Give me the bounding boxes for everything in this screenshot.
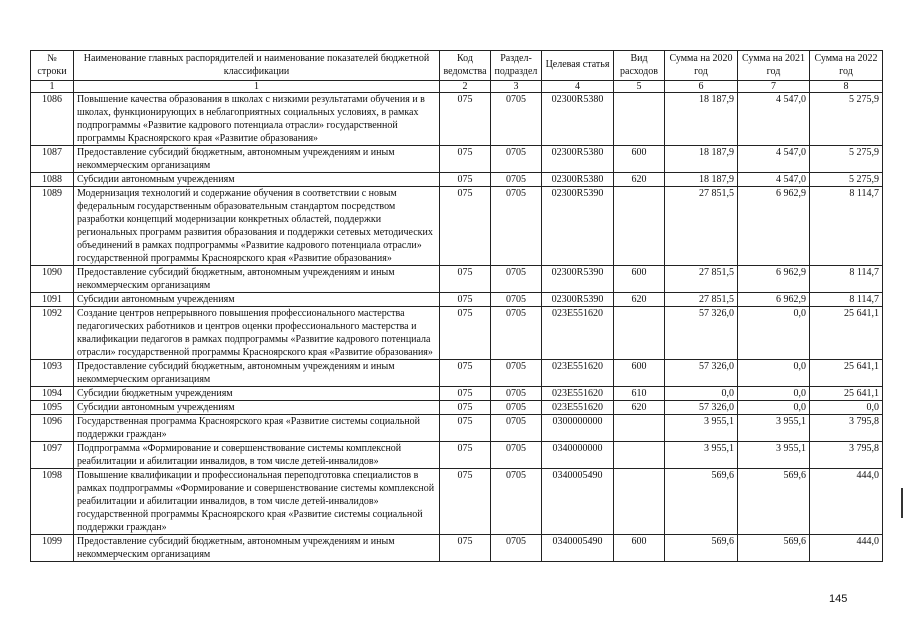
column-number: 2 — [440, 81, 491, 93]
row-sum-2022: 8 114,7 — [810, 266, 883, 293]
table-body — [31, 93, 883, 562]
row-section: 0705 — [491, 535, 542, 562]
row-expense-type — [614, 93, 665, 146]
row-target-item: 023E551620 — [542, 387, 614, 401]
row-department-code: 075 — [440, 266, 491, 293]
row-sum-2022: 25 641,1 — [810, 360, 883, 387]
column-number: 8 — [810, 81, 883, 93]
row-sum-2021: 4 547,0 — [738, 93, 810, 146]
row-expense-type: 620 — [614, 173, 665, 187]
row-expense-type: 600 — [614, 266, 665, 293]
row-sum-2020: 27 851,5 — [665, 187, 738, 266]
row-expense-type: 620 — [614, 293, 665, 307]
row-sum-2021: 0,0 — [738, 401, 810, 415]
table-row — [31, 442, 883, 469]
row-number: 1094 — [31, 387, 74, 401]
row-number: 1098 — [31, 469, 74, 535]
row-sum-2020: 569,6 — [665, 469, 738, 535]
header-department-code: Код ведомства — [440, 51, 491, 81]
row-sum-2022: 444,0 — [810, 535, 883, 562]
row-name: Государственная программа Красноярского края «Развитие системы социальной поддержки граждан» — [74, 415, 440, 442]
column-number-row — [31, 81, 883, 93]
document-page — [30, 50, 882, 562]
row-department-code: 075 — [440, 415, 491, 442]
row-section: 0705 — [491, 307, 542, 360]
row-number: 1096 — [31, 415, 74, 442]
header-sum-2021: Сумма на 2021 год — [738, 51, 810, 81]
row-number: 1093 — [31, 360, 74, 387]
column-number: 4 — [542, 81, 614, 93]
row-sum-2020: 18 187,9 — [665, 146, 738, 173]
row-sum-2020: 18 187,9 — [665, 93, 738, 146]
row-target-item: 0300000000 — [542, 415, 614, 442]
row-sum-2020: 57 326,0 — [665, 401, 738, 415]
row-section: 0705 — [491, 387, 542, 401]
row-sum-2021: 6 962,9 — [738, 293, 810, 307]
row-sum-2021: 3 955,1 — [738, 442, 810, 469]
row-expense-type: 620 — [614, 401, 665, 415]
table-row — [31, 469, 883, 535]
column-number: 7 — [738, 81, 810, 93]
row-name: Модернизация технологий и содержание обучения в соответствии с новым федеральным государственным образовательным стандартом посредством разработки концепций модернизации конкретных областей, поддержки региональных программ развития образования и поддержки сетевых методических объединений в рамках подпрограммы «Развитие кадрового потенциала отрасли» государственной программы Красноярского края «Развитие образования» — [74, 187, 440, 266]
budget-table — [30, 50, 883, 562]
row-target-item: 023E551620 — [542, 360, 614, 387]
row-sum-2021: 0,0 — [738, 307, 810, 360]
row-sum-2022: 5 275,9 — [810, 173, 883, 187]
row-sum-2022: 25 641,1 — [810, 307, 883, 360]
row-name: Предоставление субсидий бюджетным, автономным учреждениям и иным некоммерческим организациям — [74, 266, 440, 293]
row-target-item: 02300R5390 — [542, 266, 614, 293]
row-expense-type — [614, 442, 665, 469]
row-number: 1097 — [31, 442, 74, 469]
row-name: Предоставление субсидий бюджетным, автономным учреждениям и иным некоммерческим организациям — [74, 146, 440, 173]
table-row — [31, 173, 883, 187]
row-section: 0705 — [491, 146, 542, 173]
header-target-item: Целевая статья — [542, 51, 614, 81]
row-section: 0705 — [491, 442, 542, 469]
table-row — [31, 293, 883, 307]
row-sum-2022: 3 795,8 — [810, 415, 883, 442]
row-name: Повышение качества образования в школах с низкими результатами обучения и в школах, функционирующих в неблагоприятных социальных условиях, в рамках подпрограммы «Развитие кадрового потенциала отрасли» государственной программы Красноярского края «Развитие образования» — [74, 93, 440, 146]
row-department-code: 075 — [440, 173, 491, 187]
row-sum-2021: 6 962,9 — [738, 187, 810, 266]
row-sum-2021: 0,0 — [738, 387, 810, 401]
row-sum-2022: 8 114,7 — [810, 187, 883, 266]
row-section: 0705 — [491, 93, 542, 146]
column-number: 5 — [614, 81, 665, 93]
table-row — [31, 187, 883, 266]
row-expense-type — [614, 307, 665, 360]
row-expense-type — [614, 469, 665, 535]
row-department-code: 075 — [440, 535, 491, 562]
row-department-code: 075 — [440, 387, 491, 401]
row-department-code: 075 — [440, 401, 491, 415]
row-target-item: 02300R5380 — [542, 173, 614, 187]
row-department-code: 075 — [440, 442, 491, 469]
row-department-code: 075 — [440, 307, 491, 360]
row-sum-2021: 0,0 — [738, 360, 810, 387]
header-name: Наименование главных распорядителей и наименование показателей бюджетной классификации — [74, 51, 440, 81]
table-row — [31, 415, 883, 442]
header-expense-type: Вид расходов — [614, 51, 665, 81]
row-target-item: 023E551620 — [542, 401, 614, 415]
column-number: 1 — [74, 81, 440, 93]
row-expense-type — [614, 187, 665, 266]
row-department-code: 075 — [440, 146, 491, 173]
row-name: Повышение квалификации и профессиональная переподготовка специалистов в рамках подпрограммы «Формирование и совершенствование системы комплексной реабилитации и абилитации инвалидов, в том числе детей-инвалидов» государственной программы Красноярского края «Развитие системы социальной поддержки граждан» — [74, 469, 440, 535]
row-section: 0705 — [491, 293, 542, 307]
row-department-code: 075 — [440, 93, 491, 146]
row-department-code: 075 — [440, 187, 491, 266]
header-row-number: № строки — [31, 51, 74, 81]
row-sum-2021: 569,6 — [738, 469, 810, 535]
row-name: Субсидии автономным учреждениям — [74, 401, 440, 415]
row-name: Предоставление субсидий бюджетным, автономным учреждениям и иным некоммерческим организациям — [74, 360, 440, 387]
scan-edge-mark — [901, 488, 903, 518]
table-row — [31, 360, 883, 387]
column-number: 1 — [31, 81, 74, 93]
header-section: Раздел-подраздел — [491, 51, 542, 81]
row-sum-2020: 27 851,5 — [665, 266, 738, 293]
row-expense-type: 600 — [614, 360, 665, 387]
table-row — [31, 266, 883, 293]
row-target-item: 02300R5390 — [542, 293, 614, 307]
column-number: 6 — [665, 81, 738, 93]
row-number: 1087 — [31, 146, 74, 173]
row-target-item: 0340005490 — [542, 535, 614, 562]
row-sum-2020: 3 955,1 — [665, 442, 738, 469]
row-sum-2021: 569,6 — [738, 535, 810, 562]
table-row — [31, 307, 883, 360]
row-name: Создание центров непрерывного повышения профессионального мастерства педагогических работников и центров оценки профессионального мастерства и квалификации педагогов в рамках подпрограммы «Развитие кадрового потенциала отрасли» государственной программы Красноярского края «Развитие образования» — [74, 307, 440, 360]
column-number: 3 — [491, 81, 542, 93]
row-sum-2021: 4 547,0 — [738, 173, 810, 187]
row-section: 0705 — [491, 187, 542, 266]
row-sum-2022: 0,0 — [810, 401, 883, 415]
table-header — [31, 51, 883, 93]
row-name: Субсидии бюджетным учреждениям — [74, 387, 440, 401]
row-number: 1088 — [31, 173, 74, 187]
row-number: 1089 — [31, 187, 74, 266]
row-target-item: 0340000000 — [542, 442, 614, 469]
row-name: Субсидии автономным учреждениям — [74, 293, 440, 307]
row-sum-2022: 8 114,7 — [810, 293, 883, 307]
row-department-code: 075 — [440, 360, 491, 387]
row-sum-2021: 6 962,9 — [738, 266, 810, 293]
row-name: Субсидии автономным учреждениям — [74, 173, 440, 187]
row-sum-2021: 4 547,0 — [738, 146, 810, 173]
row-sum-2022: 5 275,9 — [810, 146, 883, 173]
row-target-item: 023E551620 — [542, 307, 614, 360]
row-sum-2020: 27 851,5 — [665, 293, 738, 307]
page-number: 145 — [829, 593, 848, 605]
header-sum-2022: Сумма на 2022 год — [810, 51, 883, 81]
row-sum-2020: 18 187,9 — [665, 173, 738, 187]
row-number: 1095 — [31, 401, 74, 415]
row-target-item: 02300R5380 — [542, 93, 614, 146]
row-department-code: 075 — [440, 293, 491, 307]
row-sum-2022: 5 275,9 — [810, 93, 883, 146]
row-department-code: 075 — [440, 469, 491, 535]
row-sum-2022: 25 641,1 — [810, 387, 883, 401]
row-name: Подпрограмма «Формирование и совершенствование системы комплексной реабилитации и абилитации инвалидов, в том числе детей-инвалидов» — [74, 442, 440, 469]
row-sum-2021: 3 955,1 — [738, 415, 810, 442]
row-sum-2020: 57 326,0 — [665, 307, 738, 360]
row-number: 1091 — [31, 293, 74, 307]
row-target-item: 0340005490 — [542, 469, 614, 535]
row-section: 0705 — [491, 415, 542, 442]
row-section: 0705 — [491, 469, 542, 535]
table-row — [31, 93, 883, 146]
row-sum-2022: 3 795,8 — [810, 442, 883, 469]
row-number: 1092 — [31, 307, 74, 360]
row-expense-type: 600 — [614, 146, 665, 173]
table-row — [31, 535, 883, 562]
row-sum-2020: 57 326,0 — [665, 360, 738, 387]
row-section: 0705 — [491, 266, 542, 293]
row-sum-2020: 0,0 — [665, 387, 738, 401]
table-row — [31, 146, 883, 173]
row-section: 0705 — [491, 173, 542, 187]
row-section: 0705 — [491, 401, 542, 415]
row-sum-2022: 444,0 — [810, 469, 883, 535]
row-number: 1099 — [31, 535, 74, 562]
row-section: 0705 — [491, 360, 542, 387]
table-row — [31, 387, 883, 401]
row-sum-2020: 3 955,1 — [665, 415, 738, 442]
row-target-item: 02300R5380 — [542, 146, 614, 173]
row-number: 1086 — [31, 93, 74, 146]
header-sum-2020: Сумма на 2020 год — [665, 51, 738, 81]
row-sum-2020: 569,6 — [665, 535, 738, 562]
row-expense-type: 600 — [614, 535, 665, 562]
row-target-item: 02300R5390 — [542, 187, 614, 266]
row-name: Предоставление субсидий бюджетным, автономным учреждениям и иным некоммерческим организациям — [74, 535, 440, 562]
row-number: 1090 — [31, 266, 74, 293]
table-row — [31, 401, 883, 415]
row-expense-type: 610 — [614, 387, 665, 401]
row-expense-type — [614, 415, 665, 442]
